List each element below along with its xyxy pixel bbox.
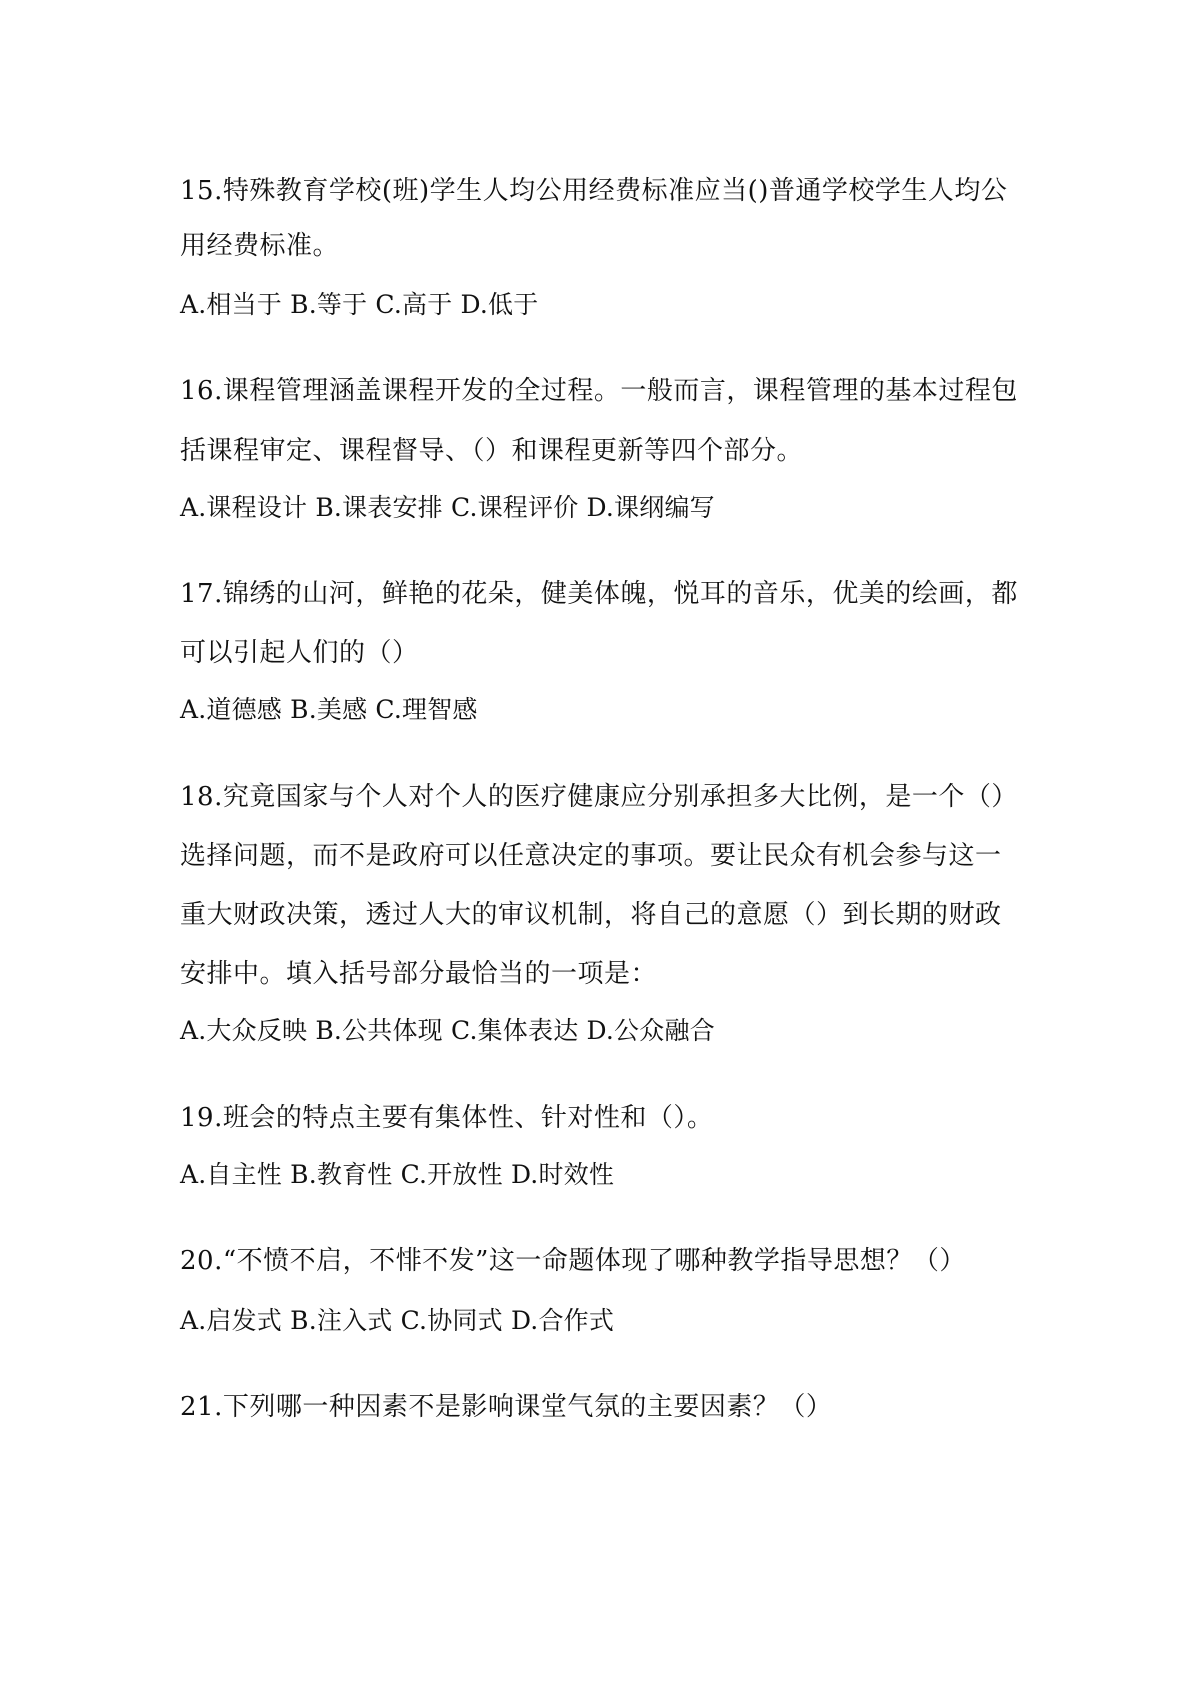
question-19-options: A.自主性 B.教育性 C.开放性 D.时效性 bbox=[180, 1160, 615, 1189]
question-18-line-1: 18.究竟国家与个人对个人的医疗健康应分别承担多大比例，是一个（） bbox=[180, 782, 1018, 812]
question-16-line-2: 括课程审定、课程督导、（）和课程更新等四个部分。 bbox=[180, 436, 804, 466]
question-20-options: A.启发式 B.注入式 C.协同式 D.合作式 bbox=[180, 1306, 615, 1335]
question-18-line-4: 安排中。填入括号部分最恰当的一项是： bbox=[180, 959, 658, 989]
question-18-line-3: 重大财政决策，透过人大的审议机制，将自己的意愿（）到长期的财政 bbox=[180, 900, 1002, 930]
question-20-line-1: 20.“不愤不启，不悱不发”这一命题体现了哪种教学指导思想？（） bbox=[180, 1246, 966, 1276]
question-15-options: A.相当于 B.等于 C.高于 D.低于 bbox=[180, 290, 539, 319]
question-17-line-2: 可以引起人们的（） bbox=[180, 638, 419, 668]
question-16-options: A.课程设计 B.课表安排 C.课程评价 D.课纲编写 bbox=[180, 493, 715, 522]
question-21-line-1: 21.下列哪一种因素不是影响课堂气氛的主要因素？（） bbox=[180, 1392, 833, 1422]
question-17-options: A.道德感 B.美感 C.理智感 bbox=[180, 695, 478, 724]
question-15-line-2: 用经费标准。 bbox=[180, 231, 340, 261]
question-16-line-1: 16.课程管理涵盖课程开发的全过程。一般而言，课程管理的基本过程包 bbox=[180, 376, 1018, 406]
question-18-options: A.大众反映 B.公共体现 C.集体表达 D.公众融合 bbox=[180, 1016, 715, 1045]
question-19-line-1: 19.班会的特点主要有集体性、针对性和（）。 bbox=[180, 1103, 714, 1133]
question-15-line-1: 15.特殊教育学校(班)学生人均公用经费标准应当()普通学校学生人均公 bbox=[180, 176, 1008, 206]
question-18-line-2: 选择问题，而不是政府可以任意决定的事项。要让民众有机会参与这一 bbox=[180, 841, 1002, 871]
question-17-line-1: 17.锦绣的山河，鲜艳的花朵，健美体魄，悦耳的音乐，优美的绘画，都 bbox=[180, 579, 1018, 609]
